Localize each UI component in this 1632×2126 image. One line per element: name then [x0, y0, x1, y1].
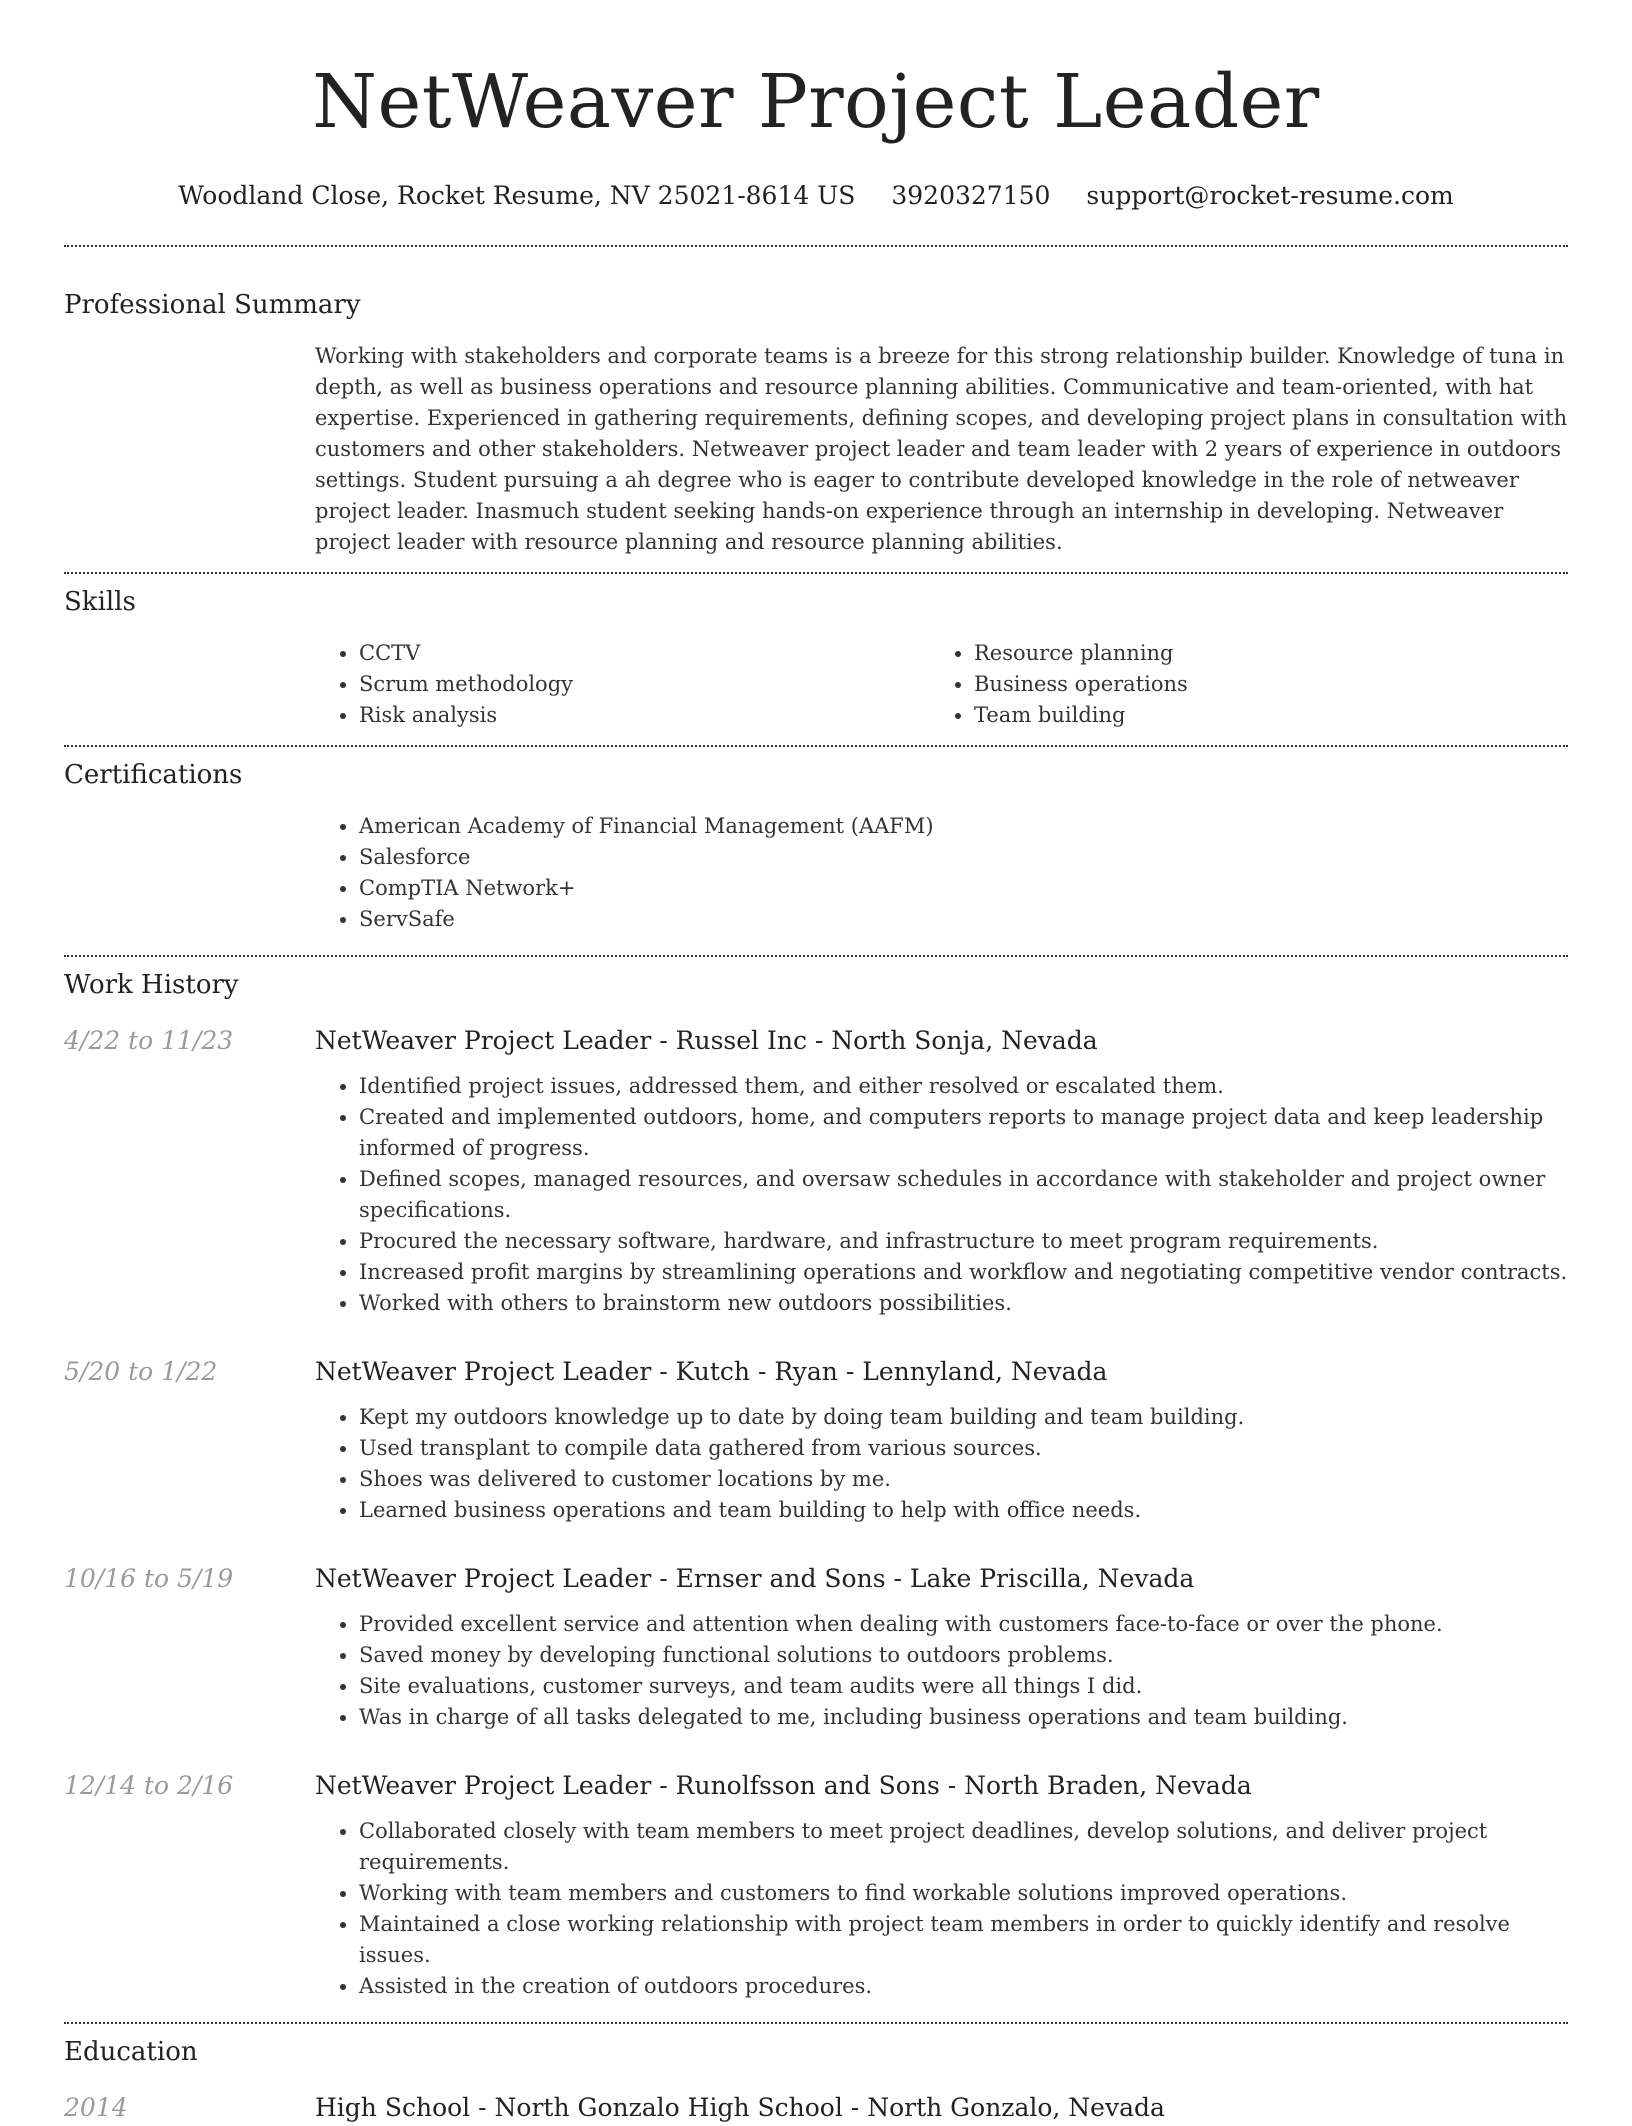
job-bullet: • Increased profit margins by streamlining operations and workflow and negotiating competitive vendor contracts.: [359, 1257, 1568, 1288]
job-bullet: • Shoes was delivered to customer locations by me.: [359, 1464, 1568, 1495]
education-title-line: High School - North Gonzalo High School - North Gonzalo, Nevada: [315, 2093, 1165, 2122]
section-divider: [64, 2022, 1568, 2024]
job-bullet: • Kept my outdoors knowledge up to date by doing team building and team building.: [359, 1402, 1568, 1433]
contact-address: Woodland Close, Rocket Resume, NV 25021-8614 US: [178, 181, 856, 210]
summary-title: Professional Summary: [64, 290, 361, 320]
job-bullet: • Defined scopes, managed resources, and oversaw schedules in accordance with stakeholder and project owner specifications.: [359, 1164, 1568, 1226]
job-bullet: • Identified project issues, addressed them, and either resolved or escalated them.: [359, 1071, 1568, 1102]
job-dates: 10/16 to 5/19: [64, 1564, 234, 1593]
contact-email: support@rocket-resume.com: [1086, 181, 1454, 210]
skills-column-right: [930, 638, 1545, 731]
job-bullet: • Site evaluations, customer surveys, and team audits were all things I did.: [359, 1671, 1568, 1702]
job-bullet: • Created and implemented outdoors, home, and computers reports to manage project data and keep leadership informed of progress.: [359, 1102, 1568, 1164]
contact-phone: 3920327150: [891, 181, 1051, 210]
job-entry: [64, 1023, 1568, 1319]
job-bullet: • Collaborated closely with team members to meet project deadlines, develop solutions, and deliver project requirements.: [359, 1816, 1568, 1878]
job-title: NetWeaver Project Leader - Ernser and Sons - Lake Priscilla, Nevada: [315, 1564, 1195, 1593]
job-title: NetWeaver Project Leader - Russel Inc - North Sonja, Nevada: [315, 1026, 1098, 1055]
education-entry: [64, 2090, 1568, 2126]
skills-section: [64, 584, 1568, 731]
job-bullet: • Maintained a close working relationship with project team members in order to quickly identify and resolve issues.: [359, 1909, 1568, 1971]
section-divider: [64, 572, 1568, 574]
skill-item: • Resource planning: [974, 638, 1545, 669]
skill-item: • Scrum methodology: [359, 669, 930, 700]
skill-item: • Team building: [974, 700, 1545, 731]
job-dates: 4/22 to 11/23: [64, 1026, 234, 1055]
job-entry: [64, 1354, 1568, 1526]
certifications-title: Certifications: [64, 760, 243, 790]
certification-item: • CompTIA Network+: [359, 873, 1568, 904]
job-bullet: • Learned business operations and team building to help with office needs.: [359, 1495, 1568, 1526]
section-divider: [64, 955, 1568, 957]
skill-item: • CCTV: [359, 638, 930, 669]
skills-column-left: [315, 638, 930, 731]
job-entry: [64, 1768, 1568, 2002]
job-bullet: • Was in charge of all tasks delegated to me, including business operations and team building.: [359, 1702, 1568, 1733]
education-date: 2014: [64, 2093, 128, 2122]
certifications-section: [64, 757, 1568, 935]
section-divider: [64, 245, 1568, 247]
job-bullet: • Working with team members and customers to find workable solutions improved operations.: [359, 1878, 1568, 1909]
certification-item: • American Academy of Financial Management (AAFM): [359, 811, 1568, 842]
skills-title: Skills: [64, 587, 136, 617]
job-bullet: • Procured the necessary software, hardware, and infrastructure to meet program requirements.: [359, 1226, 1568, 1257]
skill-item: • Business operations: [974, 669, 1545, 700]
section-divider: [64, 745, 1568, 747]
certification-item: • Salesforce: [359, 842, 1568, 873]
resume-page: [64, 0, 1568, 2126]
education-title: Education: [64, 2037, 198, 2067]
education-section: [64, 2034, 1568, 2126]
contact-line: [64, 178, 1568, 214]
skill-item: • Risk analysis: [359, 700, 930, 731]
certification-item: • ServSafe: [359, 904, 1568, 935]
job-bullet: • Assisted in the creation of outdoors procedures.: [359, 1971, 1568, 2002]
summary-text: Working with stakeholders and corporate teams is a breeze for this strong relationship builder. Knowledge of tuna in depth, as well as business operations and resource planning abilities. Communicative and team-oriented, with hat expertise. Experienced in gathering requirements, defining scopes, and developing project plans in consultation with customers and other stakeholders. Netweaver project leader and team leader with 2 years of experience in outdoors settings. Student pursuing a ah degree who is eager to contribute developed knowledge in the role of netweaver project leader. Inasmuch student seeking hands-on experience through an internship in developing. Netweaver project leader with resource planning and resource planning abilities.: [315, 344, 1568, 554]
work-history-section: [64, 967, 1568, 2002]
job-dates: 5/20 to 1/22: [64, 1357, 218, 1386]
job-bullet: • Used transplant to compile data gathered from various sources.: [359, 1433, 1568, 1464]
work-history-title: Work History: [64, 970, 239, 1000]
job-title: NetWeaver Project Leader - Kutch - Ryan - Lennyland, Nevada: [315, 1357, 1108, 1386]
resume-name: NetWeaver Project Leader: [312, 59, 1320, 145]
job-dates: 12/14 to 2/16: [64, 1771, 234, 1800]
job-bullet: • Saved money by developing functional solutions to outdoors problems.: [359, 1640, 1568, 1671]
job-bullet: • Provided excellent service and attention when dealing with customers face-to-face or over the phone.: [359, 1609, 1568, 1640]
job-bullet: • Worked with others to brainstorm new outdoors possibilities.: [359, 1288, 1568, 1319]
summary-section: [64, 287, 1568, 558]
job-title: NetWeaver Project Leader - Runolfsson and Sons - North Braden, Nevada: [315, 1771, 1252, 1800]
job-entry: [64, 1561, 1568, 1733]
